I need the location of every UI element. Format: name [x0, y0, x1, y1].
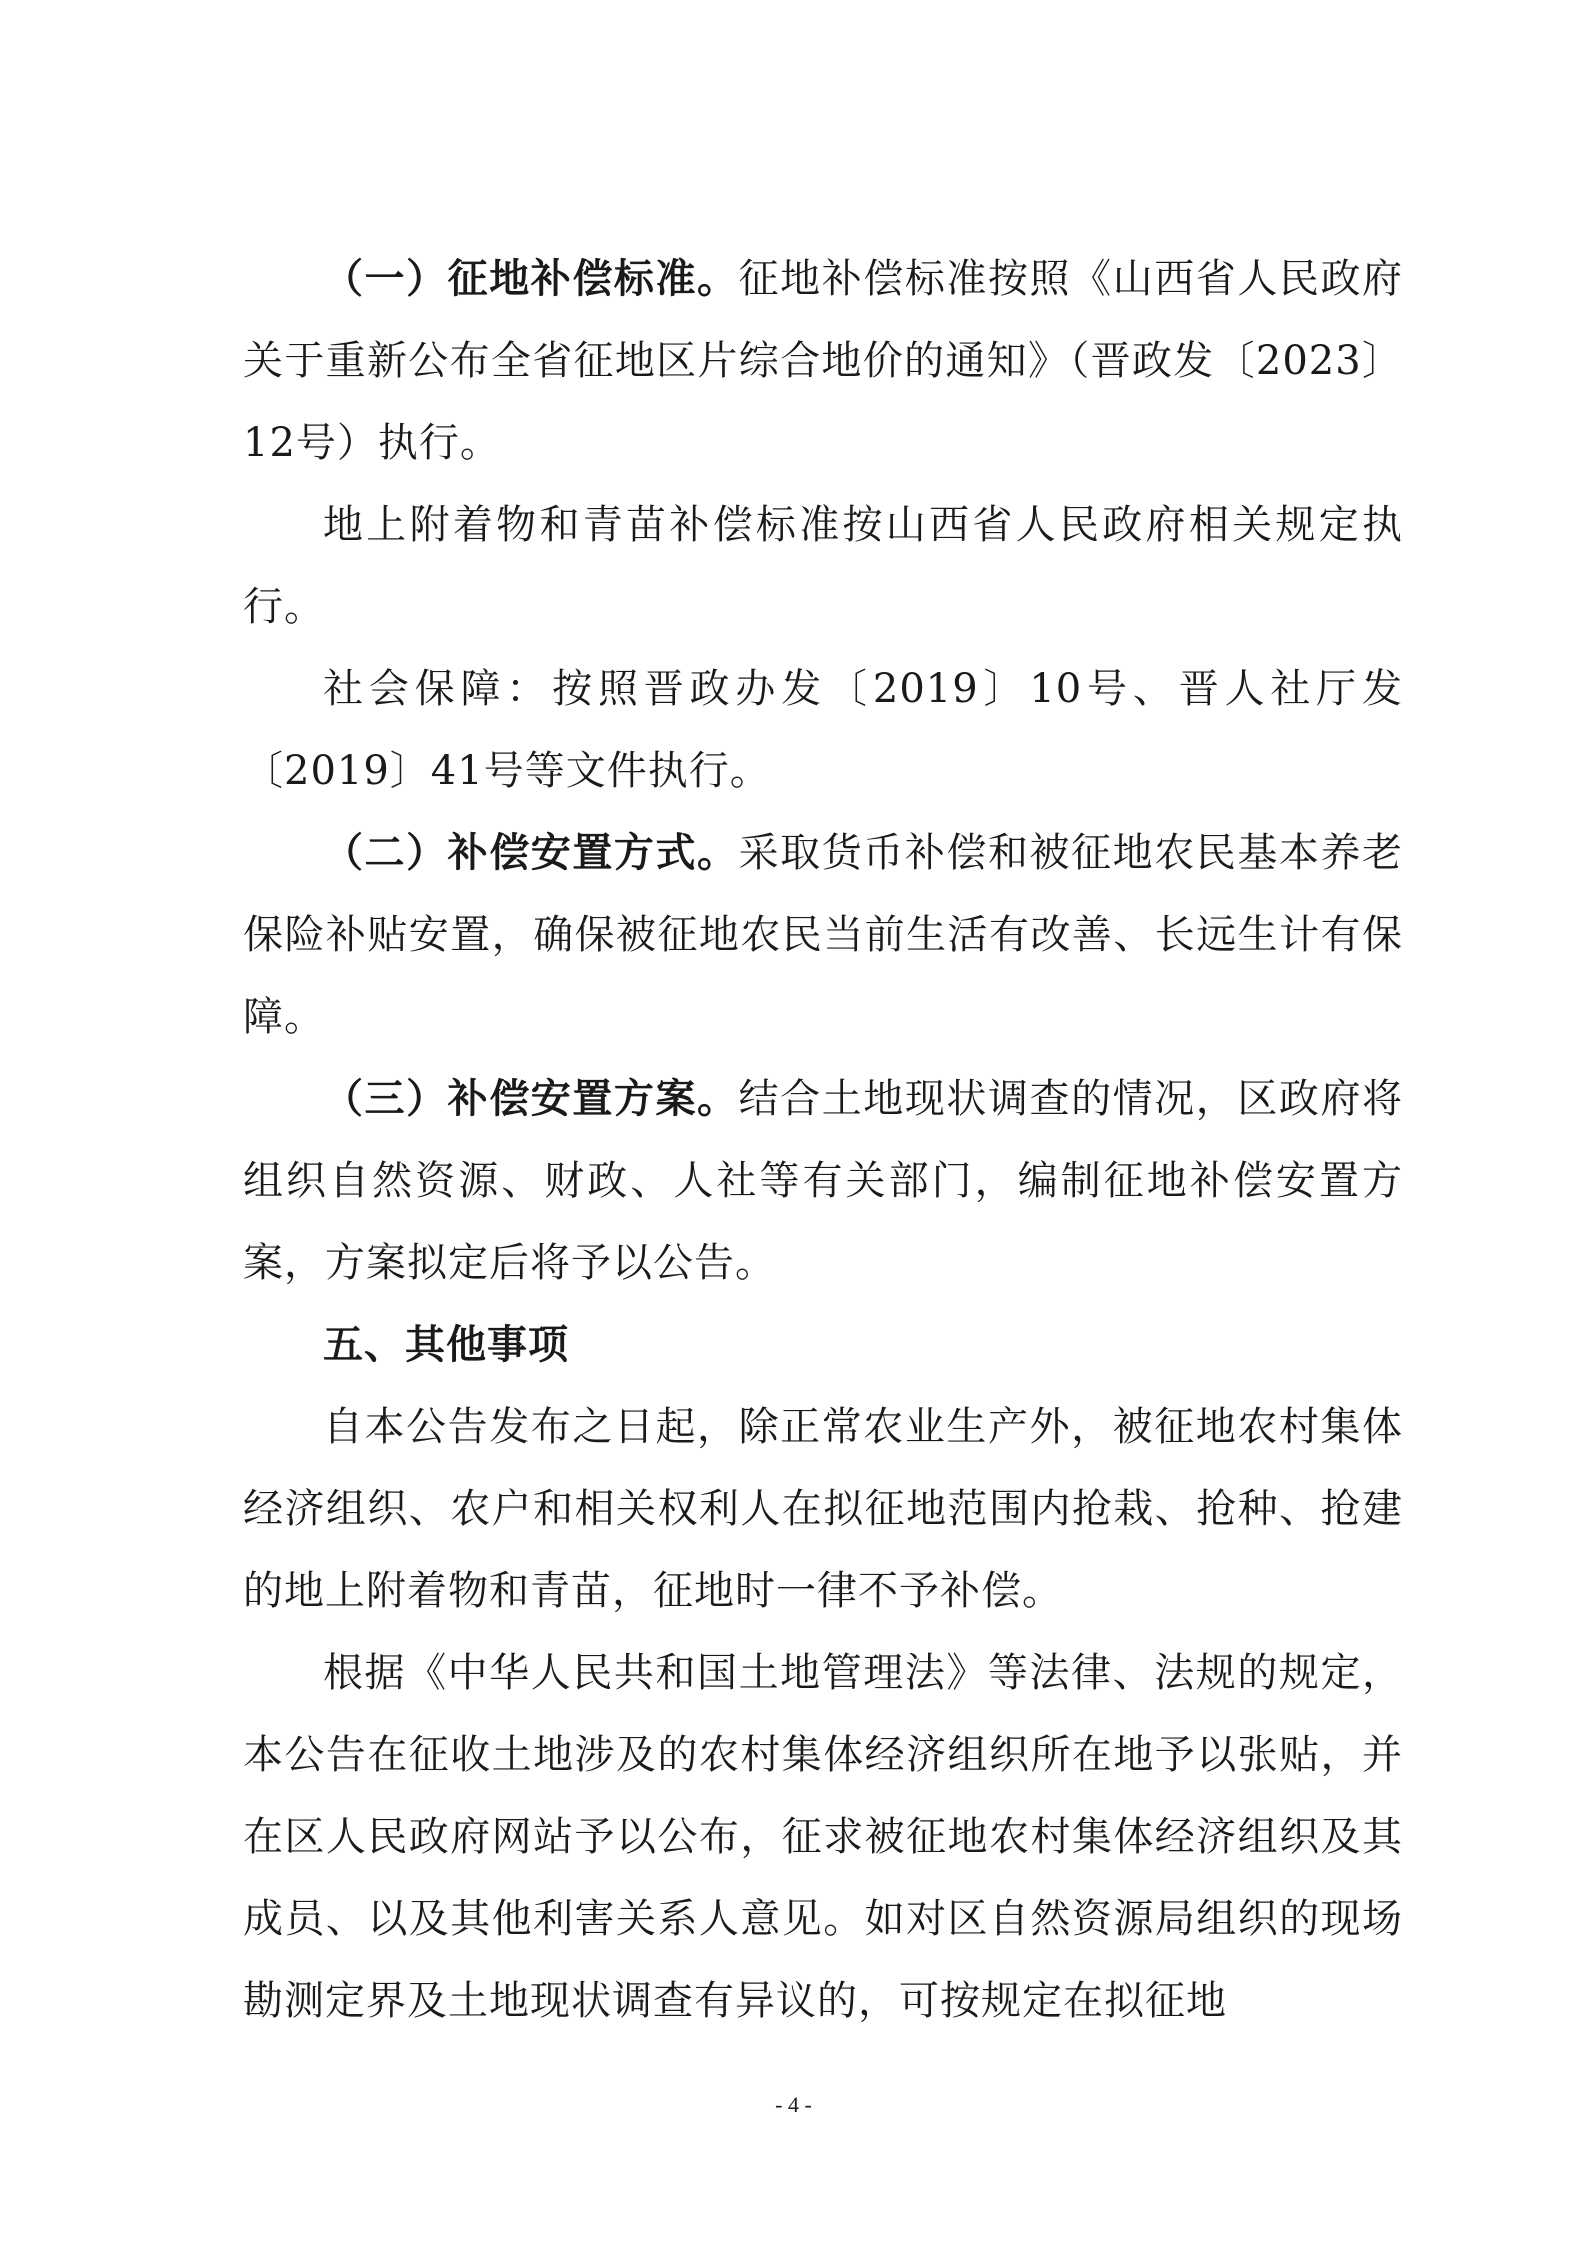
paragraph-lead: （二）补偿安置方式。: [323, 830, 739, 876]
paragraph-social-security: [243, 648, 1403, 812]
paragraph-lead: （三）补偿安置方案。: [323, 1076, 739, 1122]
paragraph-resettlement-method: [243, 812, 1403, 1058]
paragraph-text: 地上附着物和青苗补偿标准按山西省人民政府相关规定执行。: [243, 502, 1403, 630]
section-heading: 五、其他事项: [323, 1322, 569, 1368]
paragraph-text: 采取货币补偿和被征地农民基本养老保险补贴安置，确保被征地农民当前生活有改善、长远生计有保障。: [243, 830, 1404, 1040]
page-number: - 4 -: [775, 2092, 812, 2117]
paragraph-attachments: [243, 484, 1403, 648]
paragraph-text: 社会保障：按照晋政办发〔2019〕10号、晋人社厅发〔2019〕41号等文件执行。: [243, 666, 1403, 794]
paragraph-text: 结合土地现状调查的情况，区政府将组织自然资源、财政、人社等有关部门，编制征地补偿安置方案，方案拟定后将予以公告。: [243, 1076, 1404, 1286]
paragraph-compensation-standard: [243, 238, 1403, 484]
paragraph-text: 征地补偿标准按照《山西省人民政府关于重新公布全省征地区片综合地价的通知》（晋政发〔2023〕12号）执行。: [243, 256, 1404, 466]
paragraph-no-compensation: 自本公告发布之日起，除正常农业生产外，被征地农村集体经济组织、农户和相关权利人在拟征地范围内抢栽、抢种、抢建的地上附着物和青苗，征地时一律不予补偿。: [243, 1404, 1403, 1614]
document-body: [243, 238, 1403, 2042]
paragraph-resettlement-plan: [243, 1058, 1403, 1304]
paragraph-legal-basis: 根据《中华人民共和国土地管理法》等法律、法规的规定，本公告在征收土地涉及的农村集体经济组织所在地予以张贴，并在区人民政府网站予以公布，征求被征地农村集体经济组织及其成员、以及其他利害关系人意见。如对区自然资源局组织的现场勘测定界及土地现状调查有异议的，可按规定在拟征地: [243, 1650, 1403, 2024]
paragraph-lead: （一）征地补偿标准。: [323, 256, 739, 302]
